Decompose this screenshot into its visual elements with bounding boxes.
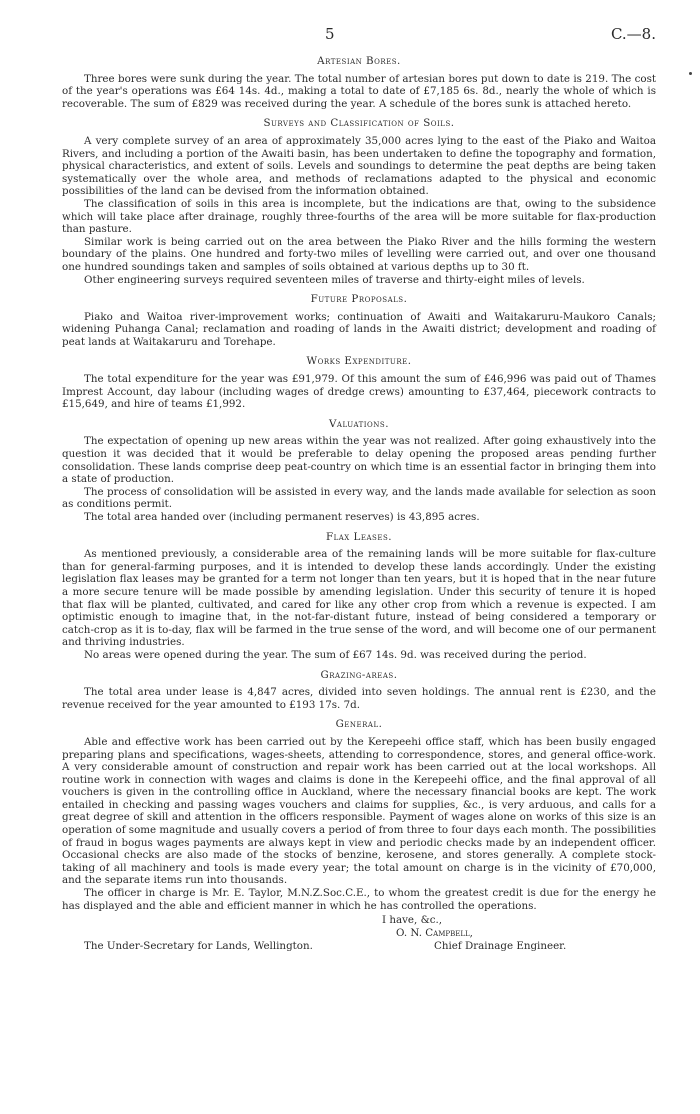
paragraph: Similar work is being carried out on the area between the Piako River and the hills forming the western boundary of the plains. One hundred and forty-two miles of levelling were carried out, and over one thousand one hundred soundings taken and samples of soils obtained at various depths up to 30 ft. <box>62 235 656 273</box>
section-title: Grazing-areas. <box>320 668 398 681</box>
paragraph: Piako and Waitoa river-improvement works; continuation of Awaiti and Waitakaruru-Maukoro Canals; widening Puhanga Canal; reclamation and roading of lands in the Awaiti district; development and roading of peat lands at Waitakaruru and Torehape. <box>62 310 656 348</box>
paragraph: The total area under lease is 4,847 acres, divided into seven holdings. The annual rent is £230, and the revenue received for the year amounted to £193 17s. 7d. <box>62 686 656 711</box>
paragraph: Able and effective work has been carried out by the Kerepeehi office staff, which has been busily engaged preparing plans and specifications, wages-sheets, attending to correspondence, stores, and general office-work. A very considerable amount of construction and repair work has been carried out at the local workshops. All routine work in connection with wages and claims is done in the Kerepeehi office, and the final approval of all vouchers is given in the controlling office in Auckland, where the necessary financial books are kept. The work entailed in checking and passing wages vouchers and claims for supplies, &c., is very arduous, and calls for a great degree of skill and attention in the officers responsible. Payment of wages alone on works of this size is an operation of some magnitude and usually covers a period of from three to four days each month. The possibilities of fraud in bogus wages payments are always kept in view and periodic checks made by an independent officer. Occasional checks are also made of the stocks of benzine, kerosene, and stores generally. A complete stock-taking of all machinery and tools is made every year; the total amount on charge is in the vicinity of £70,000, and the separate items run into thousands. <box>62 735 656 887</box>
paragraph: The total area handed over (including permanent reserves) is 43,895 acres. <box>84 511 480 523</box>
document-reference: C.—8. <box>610 25 656 43</box>
addressee: The Under-Secretary for Lands, Wellington. <box>84 940 313 953</box>
section-title: Valuations. <box>329 417 389 430</box>
page-header <box>62 25 656 48</box>
section-title: General. <box>335 718 383 731</box>
section-title: Surveys and Classification of Soils. <box>263 117 455 130</box>
scan-speck <box>689 72 692 75</box>
signer-title: Chief Drainage Engineer. <box>434 940 567 953</box>
signoff-block <box>62 914 656 966</box>
page-number: 5 <box>325 25 335 43</box>
paragraph: The expectation of opening up new areas within the year was not realized. After going exhaustively into the question it was decided that it would be preferable to delay opening the proposed areas pending further consolidation. These lands comprise deep peat-country on which time is an essential factor in bringing them into a state of production. <box>62 435 656 486</box>
section-title: Flax Leases. <box>325 530 393 543</box>
paragraph: The process of consolidation will be assisted in every way, and the lands made available for selection as soon as conditions permit. <box>62 485 656 511</box>
paragraph: A very complete survey of an area of approximately 35,000 acres lying to the east of the Piako and Waitoa Rivers, and including a portion of the Awaiti basin, has been undertaken to define the topography and formation, physical characteristics, and extent of soils. Levels and soundings to determine the peat depths are being taken systematically over the whole area, and methods of reclamations adapted to the physical and economic possibilities of the land can be devised from the information obtained. <box>62 134 656 198</box>
paragraph: No areas were opened during the year. The sum of £67 14s. 9d. was received during the period. <box>84 648 587 661</box>
paragraph: The total expenditure for the year was £91,979. Of this amount the sum of £46,996 was paid out of Thames Imprest Account, day labour (including wages of dredge crews) amounting to £37,464, piecework contracts to £15,649, and hire of teams £1,992. <box>62 373 656 411</box>
signer-name: O. N. Campbell, <box>396 927 473 940</box>
section-title: Future Proposals. <box>310 293 408 306</box>
closing-salutation: I have, &c., <box>382 914 443 927</box>
paragraph: The officer in charge is Mr. E. Taylor, M.N.Z.Soc.C.E., to whom the greatest credit is due for the energy he has displayed and the able and efficient manner in which he has controlled the operations. <box>62 887 656 912</box>
paragraph: Other engineering surveys required seventeen miles of traverse and thirty-eight miles of levels. <box>84 273 585 286</box>
paragraph: Three bores were sunk during the year. The total number of artesian bores put down to date is 219. The cost of the year's operations was £64 14s. 4d., making a total to date of £7,185 6s. 8d., nearly the whole of which is recoverable. The sum of £829 was received during the year. A schedule of the bores sunk is attached hereto. <box>62 72 656 110</box>
section-title: Works Expenditure. <box>306 355 412 368</box>
paragraph: As mentioned previously, a considerable area of the remaining lands will be more suitable for flax-culture than for general-farming purposes, and it is intended to develop these lands accordingly. Under the existing legislation flax leases may be granted for a term not longer than ten years, but it is hoped that in the near future a more secure tenure will be made possible by amending legislation. Under this security of tenure it is hoped that flax will be planted, cultivated, and cared for like any other crop from which a revenue is expected. I am optimistic enough to imagine that, in the not-far-distant future, instead of being considered a temporary or catch-crop as it is to-day, flax will be farmed in the true sense of the word, and will become one of our permanent and thriving industries. <box>62 548 656 649</box>
section-title: Artesian Bores. <box>317 55 401 67</box>
paragraph: The classification of soils in this area is incomplete, but the indications are that, owing to the subsidence which will take place after drainage, roughly three-fourths of the area will be more suitable for flax-production than pasture. <box>62 197 656 236</box>
